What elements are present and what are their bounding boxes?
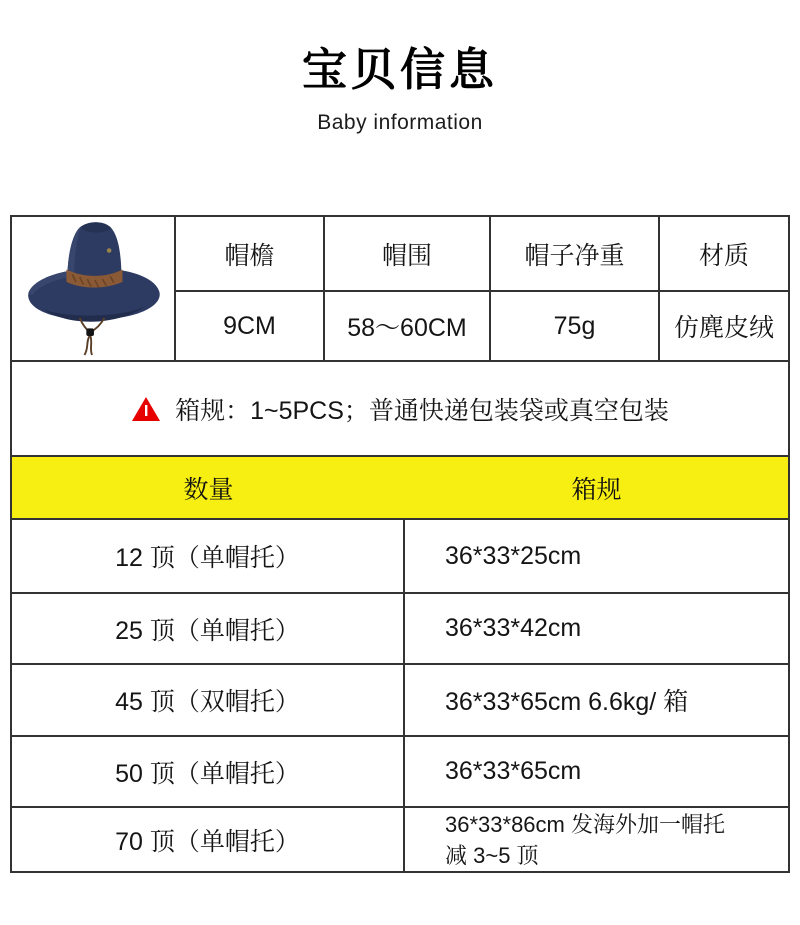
cowboy-hat-image (17, 219, 169, 358)
carton-spec (405, 665, 788, 735)
carton-row (12, 518, 788, 592)
carton-spec (405, 808, 788, 871)
page-header (0, 0, 800, 135)
carton-header-spec: 箱规 (571, 475, 622, 504)
spec-value-circumference: 58～60CM (323, 290, 489, 360)
carton-qty: 45 顶（双帽托） (12, 665, 405, 735)
carton-qty: 12 顶（单帽托） (12, 520, 405, 592)
product-spec-table (10, 215, 790, 873)
warning-triangle-icon (131, 396, 161, 422)
packing-notice-row (12, 360, 788, 455)
page-subtitle: Baby information (317, 111, 483, 134)
carton-spec (405, 520, 788, 592)
spec-value-net-weight: 75g (489, 290, 658, 360)
product-image-cell (12, 217, 174, 360)
spec-header-brim: 帽檐 (174, 217, 323, 290)
spec-header-material: 材质 (658, 217, 788, 290)
carton-row (12, 663, 788, 735)
carton-row (12, 592, 788, 663)
carton-spec-text: 36*33*86cm 发海外加一帽托 (445, 811, 725, 837)
carton-spec-text-line2: 减 3~5 顶 (445, 842, 539, 868)
carton-row (12, 806, 788, 871)
spec-header-net-weight: 帽子净重 (489, 217, 658, 290)
carton-header-qty: 数量 (183, 475, 234, 504)
carton-spec (405, 737, 788, 806)
carton-spec-text: 36*33*65cm 6.6kg/ 箱 (445, 688, 689, 716)
page-title: 宝贝信息 (301, 44, 498, 95)
carton-spec-text: 36*33*65cm (445, 757, 582, 785)
carton-table-header (12, 455, 788, 518)
carton-qty: 50 顶（单帽托） (12, 737, 405, 806)
carton-spec (405, 594, 788, 663)
carton-qty: 25 顶（单帽托） (12, 594, 405, 663)
spec-value-brim: 9CM (174, 290, 323, 360)
spec-grid (12, 217, 788, 360)
spec-value-material: 仿麂皮绒 (658, 290, 788, 360)
carton-spec-text: 36*33*42cm (445, 614, 582, 642)
carton-spec-text: 36*33*25cm (445, 541, 582, 570)
carton-qty: 70 顶（单帽托） (12, 808, 405, 871)
packing-notice-text: 箱规：1~5PCS；普通快递包装袋或真空包装 (175, 396, 669, 425)
spec-header-circumference: 帽围 (323, 217, 489, 290)
carton-row (12, 735, 788, 806)
